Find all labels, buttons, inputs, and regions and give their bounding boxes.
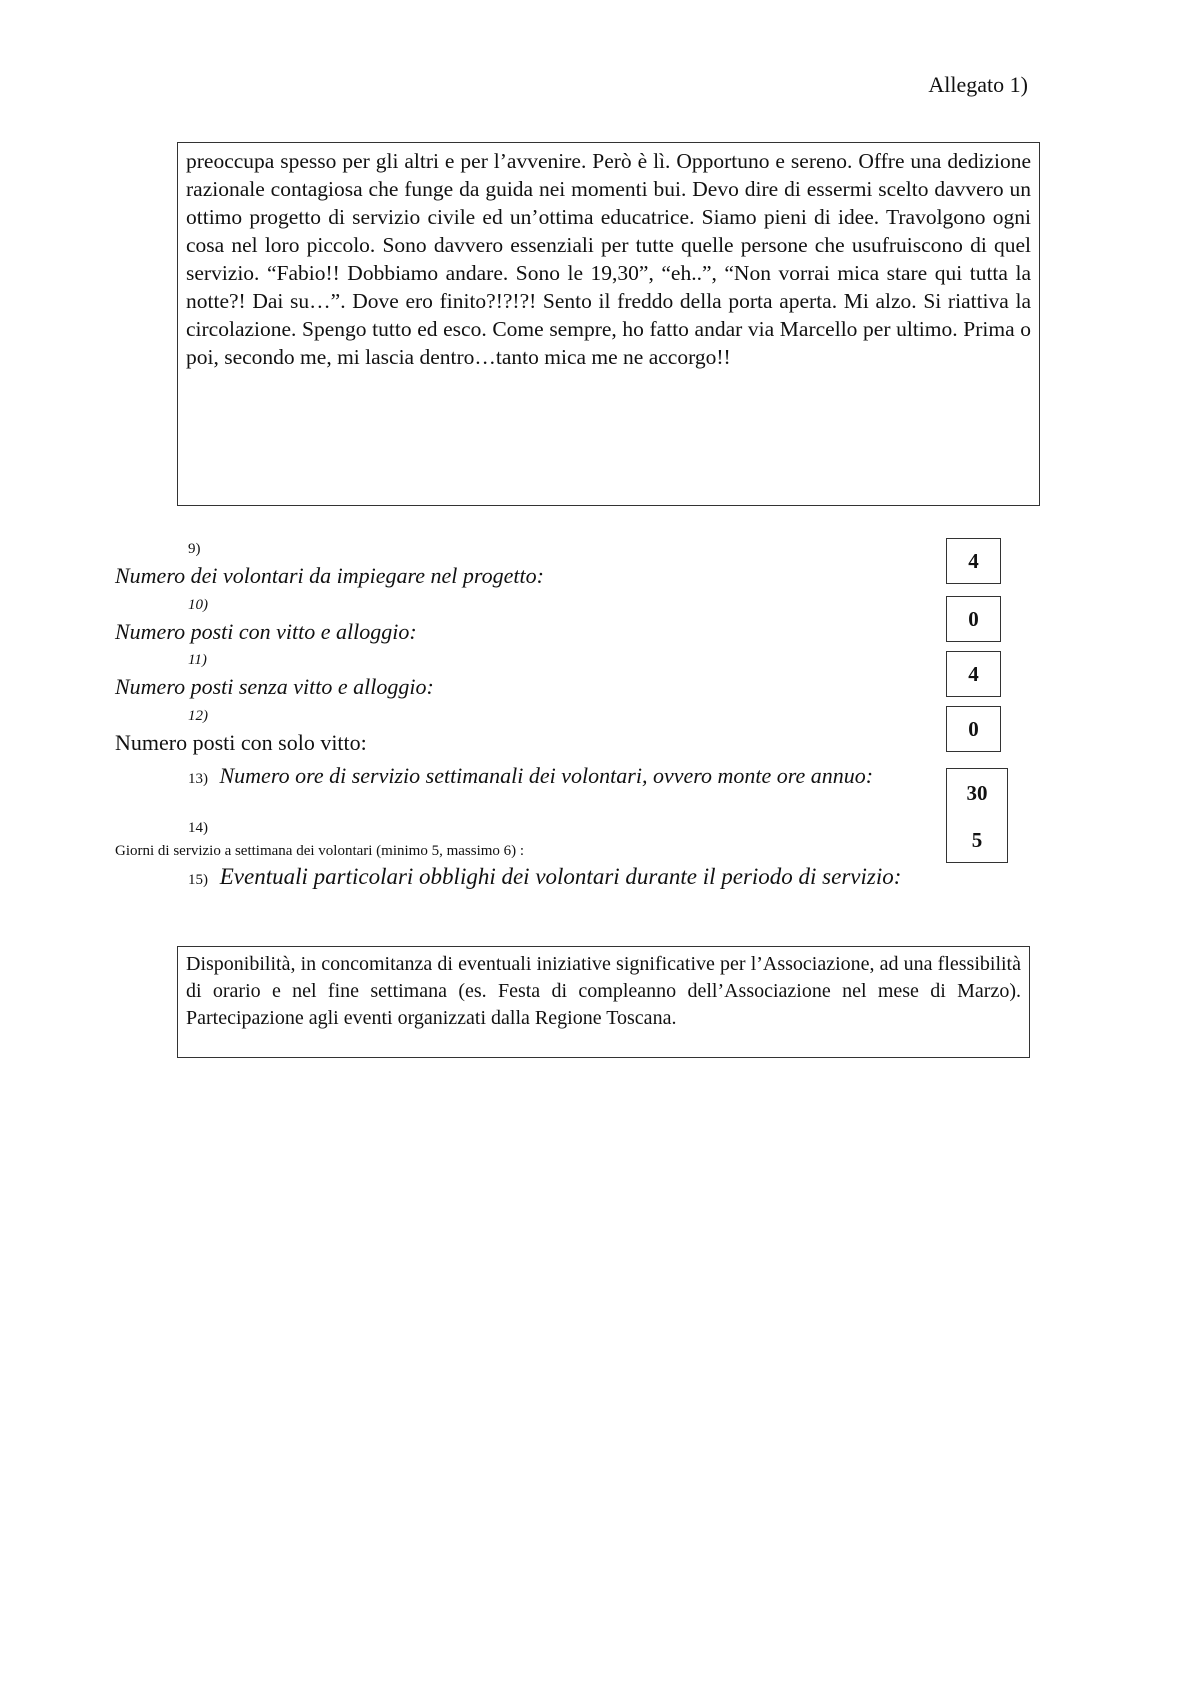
item-9-value-box <box>946 538 1001 584</box>
item-14-number: 14) <box>188 820 208 836</box>
item-13-14-value-box <box>946 768 1008 863</box>
item-10-number: 10) <box>188 597 208 613</box>
item-10-value-box <box>946 596 1001 642</box>
item-12-question: Numero posti con solo vitto: <box>115 730 367 755</box>
item-13-number: 13) <box>188 771 208 787</box>
item-15-question: Eventuali particolari obblighi dei volontari durante il periodo di servizio: <box>219 864 902 889</box>
item-12-value: 0 <box>968 716 979 741</box>
item-9-question: Numero dei volontari da impiegare nel progetto: <box>115 563 544 588</box>
attachment-label: Allegato 1) <box>928 72 1028 97</box>
item-13-value: 30 <box>966 781 988 805</box>
item-15-row <box>188 864 901 890</box>
item-11-question: Numero posti senza vitto e alloggio: <box>115 674 434 699</box>
item-10-value: 0 <box>968 606 979 631</box>
narrative-text: preoccupa spesso per gli altri e per l’avvenire. Però è lì. Opportuno e sereno. Offre una dedizione razionale contagiosa che funge da guida nei momenti bui. Devo dire di essermi scelto davvero un ottimo progetto di servizio civile ed un’ottima educatrice. Siamo pieni di idee. Travolgono ogni cosa nel loro piccolo. Sono davvero essenziali per tutte quelle persone che usufruiscono di quel servizio. “Fabio!! Dobbiamo andare. Sono le 19,30”, “eh..”, “Non vorrai mica stare qui tutta la notte?! Dai su…”. Dove ero finito?!?!?! Sento il freddo della porta aperta. Mi alzo. Si riattiva la circolazione. Spengo tutto ed esco. Come sempre, ho fatto andar via Marcello per ultimo. Prima o poi, secondo me, mi lascia dentro…tanto mica me ne accorgo!! <box>186 149 1031 369</box>
item-10-question: Numero posti con vitto e alloggio: <box>115 619 417 644</box>
obligations-box <box>177 946 1030 1058</box>
item-14-question: Giorni di servizio a settimana dei volontari (minimo 5, massimo 6) : <box>115 843 525 859</box>
item-12-value-box <box>946 706 1001 752</box>
item-12-number: 12) <box>188 708 208 724</box>
item-15-number: 15) <box>188 872 208 888</box>
item-9-value: 4 <box>968 548 979 573</box>
obligations-text: Disponibilità, in concomitanza di eventuali iniziative significative per l’Associazione, ad una flessibilità di orario e nel fine settimana (es. Festa di compleanno dell’Associazione nel mese di Marzo). Partecipazione agli eventi organizzati dalla Regione Toscana. <box>186 953 1021 1029</box>
item-11-value: 4 <box>968 661 979 686</box>
item-11-number: 11) <box>188 652 207 668</box>
item-11-value-box <box>946 651 1001 697</box>
item-14-value: 5 <box>971 828 983 852</box>
item-9-number: 9) <box>188 541 201 557</box>
narrative-box <box>177 142 1040 506</box>
item-13-row <box>188 763 873 789</box>
item-13-question: Numero ore di servizio settimanali dei volontari, ovvero monte ore annuo: <box>219 763 874 788</box>
